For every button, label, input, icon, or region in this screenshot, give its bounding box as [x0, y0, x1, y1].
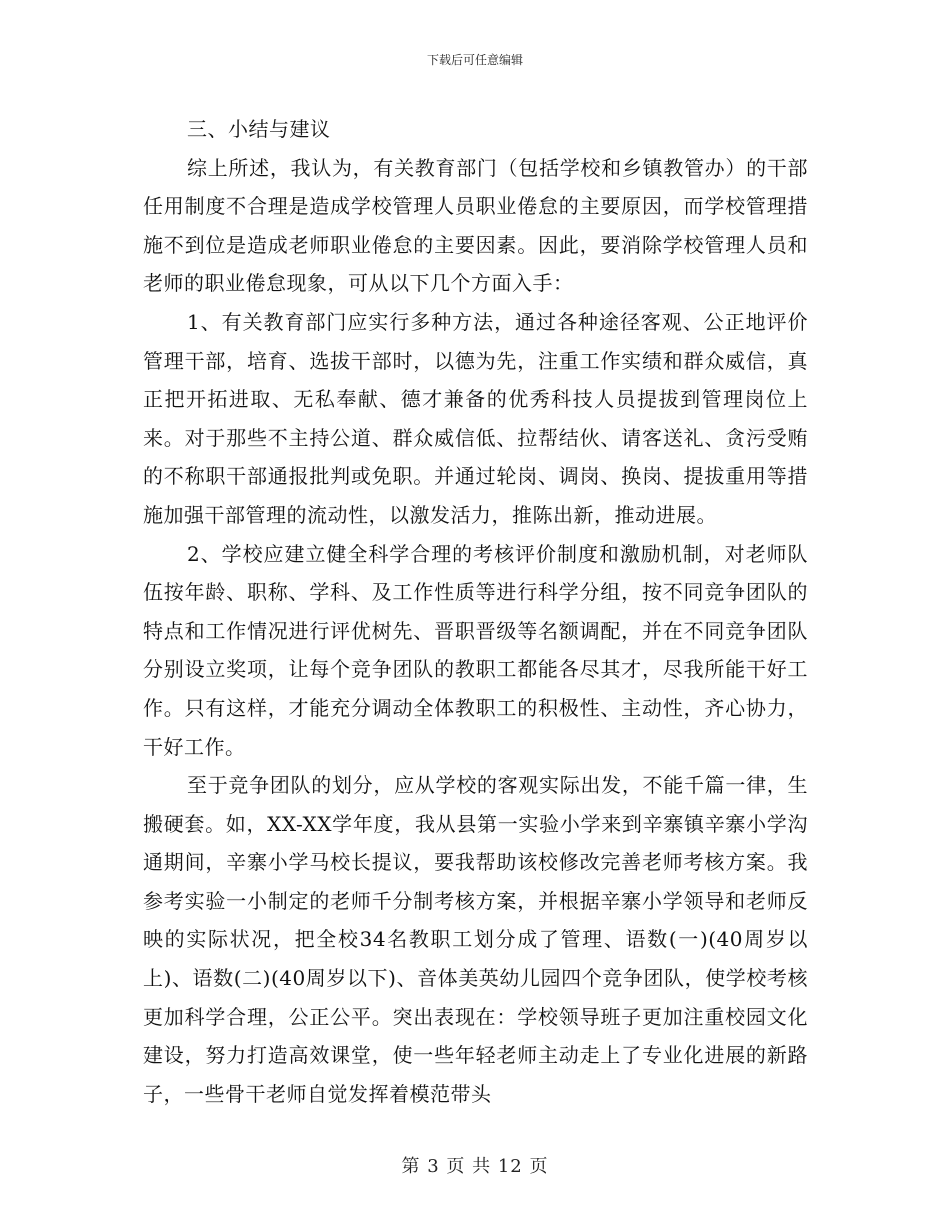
- page-number: 第 3 页 共 12 页: [401, 1156, 549, 1177]
- paragraph: 1、有关教育部门应实行多种方法，通过各种途径客观、公正地评价管理干部，培育、选拔干部时，以德为先，注重工作实绩和群众威信，真正把开拓进取、无私奉献、德才兼备的优秀科技人员提拔到管理岗位上来。对于那些不主持公道、群众威信低、拉帮结伙、请客送礼、贪污受贿的不称职干部通报批判或免职。并通过轮岗、调岗、换岗、提拔重用等措施加强干部管理的流动性，以激发活力，推陈出新，推动进展。: [143, 309, 808, 527]
- section-heading: 三、小结与建议: [187, 117, 331, 141]
- paragraph: 2、学校应建立健全科学合理的考核评价制度和激励机制，对老师队伍按年龄、职称、学科、及工作性质等进行科学分组，按不同竞争团队的特点和工作情况进行评优树先、晋职晋级等名额调配，并在不同竞争团队分别设立奖项，让每个竞争团队的教职工都能各尽其才，尽我所能干好工作。只有这样，才能充分调动全体教职工的积极性、主动性，齐心协力，干好工作。: [143, 541, 808, 759]
- paragraph: 综上所述，我认为，有关教育部门（包括学校和乡镇教管办）的干部任用制度不合理是造成学校管理人员职业倦怠的主要原因，而学校管理措施不到位是造成老师职业倦怠的主要因素。因此，要消除学校管理人员和老师的职业倦怠现象，可从以下几个方面入手：: [143, 155, 808, 296]
- document-body: [143, 110, 808, 1113]
- paragraph: 至于竞争团队的划分，应从学校的客观实际出发，不能千篇一律，生搬硬套。如，XX-XX学年度，我从县第一实验小学来到辛寨镇辛寨小学沟通期间，辛寨小学马校长提议，要我帮助该校修改完善老师考核方案。我参考实验一小制定的老师千分制考核方案，并根据辛寨小学领导和老师反映的实际状况，把全校34名教职工划分成了管理、语数(一)(40周岁以上)、语数(二)(40周岁以下)、音体美英幼儿园四个竞争团队，使学校考核更加科学合理，公正公平。突出表现在：学校领导班子更加注重校园文化建设，努力打造高效课堂，使一些年轻老师主动走上了专业化进展的新路子，一些骨干老师自觉发挥着模范带头: [143, 773, 808, 1106]
- page-header: 下载后可任意编辑: [426, 53, 523, 67]
